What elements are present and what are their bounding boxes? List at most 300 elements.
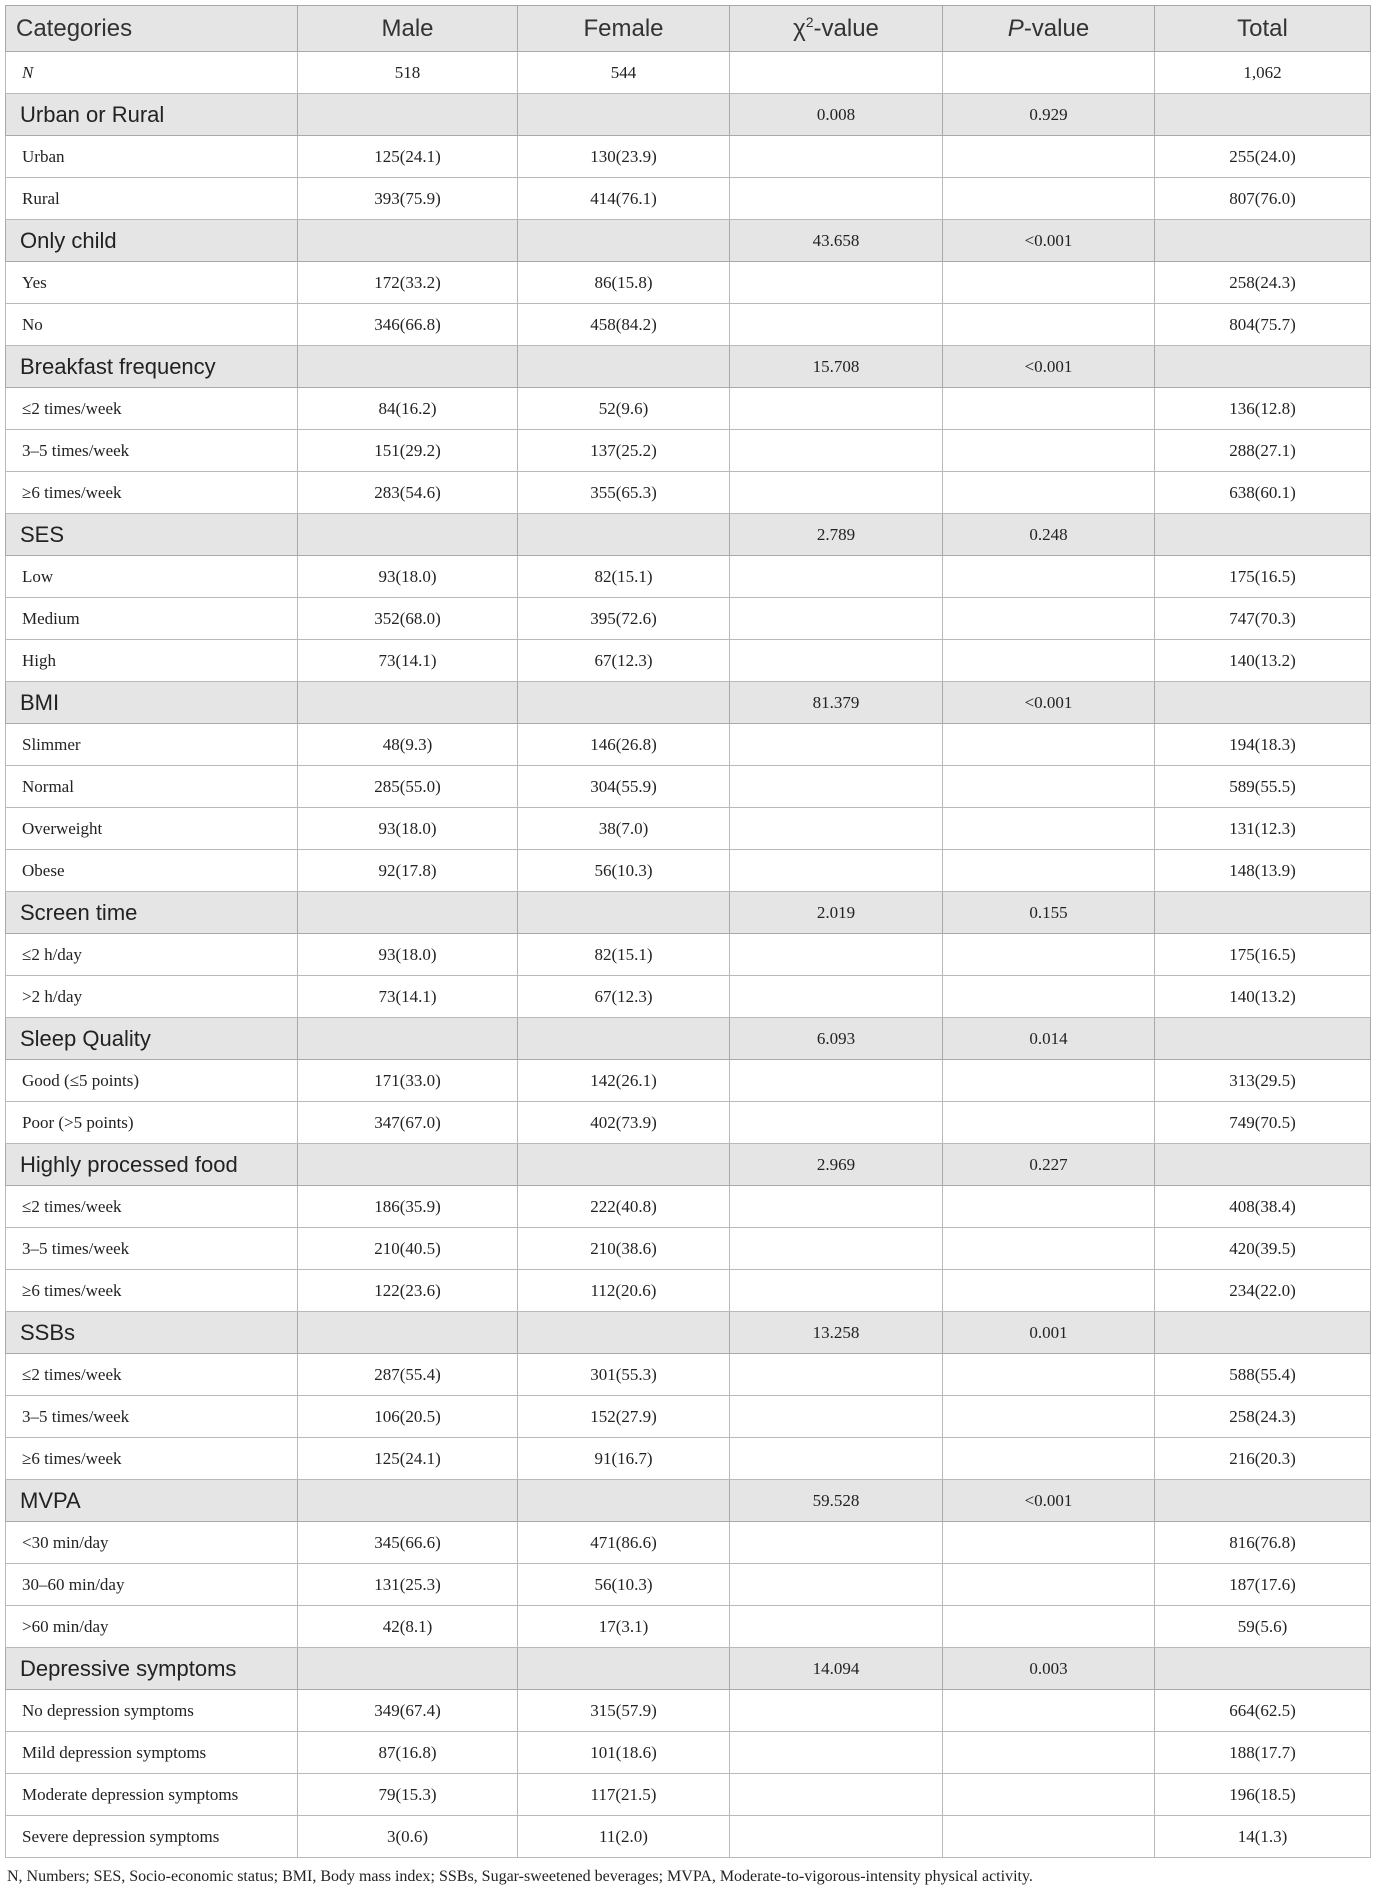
row-p xyxy=(943,808,1155,850)
category-p-value: 0.014 xyxy=(943,1018,1155,1060)
row-total: 589(55.5) xyxy=(1155,766,1371,808)
row-female: 56(10.3) xyxy=(518,850,730,892)
row-chi xyxy=(730,1564,943,1606)
category-p-value: 0.248 xyxy=(943,514,1155,556)
row-chi xyxy=(730,1228,943,1270)
row-male: 346(66.8) xyxy=(298,304,518,346)
chi-superscript: 2 xyxy=(805,14,814,30)
row-chi xyxy=(730,808,943,850)
header-male: Male xyxy=(298,6,518,52)
row-female: 222(40.8) xyxy=(518,1186,730,1228)
row-male: 93(18.0) xyxy=(298,934,518,976)
row-total: 807(76.0) xyxy=(1155,178,1371,220)
row-female: 458(84.2) xyxy=(518,304,730,346)
row-female: 210(38.6) xyxy=(518,1228,730,1270)
row-chi xyxy=(730,1816,943,1858)
category-label: SSBs xyxy=(6,1312,298,1354)
row-p xyxy=(943,262,1155,304)
category-chi-value: 0.008 xyxy=(730,94,943,136)
table-row xyxy=(6,598,1371,640)
category-female-empty xyxy=(518,346,730,388)
row-p xyxy=(943,934,1155,976)
category-row xyxy=(6,1018,1371,1060)
row-female: 117(21.5) xyxy=(518,1774,730,1816)
row-chi xyxy=(730,1354,943,1396)
row-chi xyxy=(730,262,943,304)
row-chi xyxy=(730,1522,943,1564)
row-chi xyxy=(730,472,943,514)
category-chi-value: 81.379 xyxy=(730,682,943,724)
category-male-empty xyxy=(298,1312,518,1354)
row-female: 52(9.6) xyxy=(518,388,730,430)
row-label: Mild depression symptoms xyxy=(6,1732,298,1774)
table-row xyxy=(6,1102,1371,1144)
row-label: Obese xyxy=(6,850,298,892)
n-male: 518 xyxy=(298,52,518,94)
header-chi-value xyxy=(730,6,943,52)
row-total: 194(18.3) xyxy=(1155,724,1371,766)
table-row xyxy=(6,136,1371,178)
chi-suffix: -value xyxy=(813,15,879,42)
row-female: 402(73.9) xyxy=(518,1102,730,1144)
row-male: 210(40.5) xyxy=(298,1228,518,1270)
row-male: 87(16.8) xyxy=(298,1732,518,1774)
row-p xyxy=(943,1270,1155,1312)
table-row xyxy=(6,1732,1371,1774)
category-male-empty xyxy=(298,1648,518,1690)
row-total: 175(16.5) xyxy=(1155,934,1371,976)
row-chi xyxy=(730,1186,943,1228)
table-container xyxy=(5,5,1370,1886)
category-male-empty xyxy=(298,514,518,556)
category-male-empty xyxy=(298,346,518,388)
row-chi xyxy=(730,178,943,220)
row-male: 73(14.1) xyxy=(298,976,518,1018)
row-p xyxy=(943,640,1155,682)
row-total: 804(75.7) xyxy=(1155,304,1371,346)
row-label: Slimmer xyxy=(6,724,298,766)
row-chi xyxy=(730,556,943,598)
row-total: 187(17.6) xyxy=(1155,1564,1371,1606)
row-p xyxy=(943,1774,1155,1816)
row-chi xyxy=(730,640,943,682)
category-row xyxy=(6,682,1371,724)
category-female-empty xyxy=(518,1648,730,1690)
category-female-empty xyxy=(518,1480,730,1522)
row-total: 148(13.9) xyxy=(1155,850,1371,892)
row-female: 301(55.3) xyxy=(518,1354,730,1396)
row-male: 285(55.0) xyxy=(298,766,518,808)
row-male: 48(9.3) xyxy=(298,724,518,766)
header-categories: Categories xyxy=(6,6,298,52)
category-chi-value: 2.019 xyxy=(730,892,943,934)
row-female: 101(18.6) xyxy=(518,1732,730,1774)
demographics-table xyxy=(5,5,1371,1858)
row-total: 14(1.3) xyxy=(1155,1816,1371,1858)
row-male: 171(33.0) xyxy=(298,1060,518,1102)
row-male: 92(17.8) xyxy=(298,850,518,892)
row-female: 315(57.9) xyxy=(518,1690,730,1732)
row-p xyxy=(943,1060,1155,1102)
table-row xyxy=(6,556,1371,598)
row-label: Overweight xyxy=(6,808,298,850)
category-label: Screen time xyxy=(6,892,298,934)
category-female-empty xyxy=(518,892,730,934)
row-label: ≤2 times/week xyxy=(6,388,298,430)
table-body xyxy=(6,52,1371,1858)
row-total: 59(5.6) xyxy=(1155,1606,1371,1648)
row-p xyxy=(943,598,1155,640)
category-p-value: 0.001 xyxy=(943,1312,1155,1354)
row-female: 304(55.9) xyxy=(518,766,730,808)
row-total: 131(12.3) xyxy=(1155,808,1371,850)
category-male-empty xyxy=(298,682,518,724)
category-male-empty xyxy=(298,1480,518,1522)
row-chi xyxy=(730,430,943,472)
category-male-empty xyxy=(298,94,518,136)
category-p-value: 0.003 xyxy=(943,1648,1155,1690)
row-p xyxy=(943,388,1155,430)
row-female: 82(15.1) xyxy=(518,934,730,976)
row-male: 84(16.2) xyxy=(298,388,518,430)
table-row xyxy=(6,1270,1371,1312)
table-row xyxy=(6,1438,1371,1480)
category-row xyxy=(6,1480,1371,1522)
table-row xyxy=(6,808,1371,850)
row-female: 355(65.3) xyxy=(518,472,730,514)
row-male: 125(24.1) xyxy=(298,1438,518,1480)
row-total: 408(38.4) xyxy=(1155,1186,1371,1228)
row-chi xyxy=(730,388,943,430)
category-row xyxy=(6,346,1371,388)
category-chi-value: 13.258 xyxy=(730,1312,943,1354)
row-total: 140(13.2) xyxy=(1155,976,1371,1018)
row-female: 414(76.1) xyxy=(518,178,730,220)
row-chi xyxy=(730,766,943,808)
header-row xyxy=(6,6,1371,52)
table-row xyxy=(6,766,1371,808)
category-row xyxy=(6,94,1371,136)
row-label: >2 h/day xyxy=(6,976,298,1018)
row-label: Normal xyxy=(6,766,298,808)
table-row xyxy=(6,1186,1371,1228)
row-label: ≤2 h/day xyxy=(6,934,298,976)
row-total: 188(17.7) xyxy=(1155,1732,1371,1774)
table-row xyxy=(6,178,1371,220)
row-male: 106(20.5) xyxy=(298,1396,518,1438)
row-chi xyxy=(730,850,943,892)
row-chi xyxy=(730,1102,943,1144)
row-male: 393(75.9) xyxy=(298,178,518,220)
n-female: 544 xyxy=(518,52,730,94)
row-p xyxy=(943,850,1155,892)
table-row xyxy=(6,430,1371,472)
row-total: 288(27.1) xyxy=(1155,430,1371,472)
row-label: >60 min/day xyxy=(6,1606,298,1648)
row-male: 287(55.4) xyxy=(298,1354,518,1396)
row-female: 146(26.8) xyxy=(518,724,730,766)
category-p-value: <0.001 xyxy=(943,1480,1155,1522)
table-row xyxy=(6,1606,1371,1648)
category-label: Sleep Quality xyxy=(6,1018,298,1060)
category-row xyxy=(6,1312,1371,1354)
category-total-empty xyxy=(1155,346,1371,388)
row-female: 38(7.0) xyxy=(518,808,730,850)
row-female: 112(20.6) xyxy=(518,1270,730,1312)
row-male: 352(68.0) xyxy=(298,598,518,640)
row-label: 3–5 times/week xyxy=(6,1396,298,1438)
row-chi xyxy=(730,1060,943,1102)
row-p xyxy=(943,472,1155,514)
row-label: No xyxy=(6,304,298,346)
category-label: Highly processed food xyxy=(6,1144,298,1186)
row-male: 79(15.3) xyxy=(298,1774,518,1816)
row-male: 172(33.2) xyxy=(298,262,518,304)
row-male: 3(0.6) xyxy=(298,1816,518,1858)
header-female: Female xyxy=(518,6,730,52)
row-female: 86(15.8) xyxy=(518,262,730,304)
table-row xyxy=(6,850,1371,892)
table-footnote: N, Numbers; SES, Socio-economic status; BMI, Body mass index; SSBs, Sugar-sweetened beverages; MVPA, Moderate-to-vigorous-intensity physical activity. xyxy=(7,1868,1033,1885)
table-row xyxy=(6,724,1371,766)
category-female-empty xyxy=(518,1144,730,1186)
row-female: 82(15.1) xyxy=(518,556,730,598)
row-p xyxy=(943,136,1155,178)
row-chi xyxy=(730,304,943,346)
row-chi xyxy=(730,724,943,766)
category-female-empty xyxy=(518,1018,730,1060)
row-chi xyxy=(730,1396,943,1438)
category-male-empty xyxy=(298,892,518,934)
category-male-empty xyxy=(298,1018,518,1060)
row-female: 67(12.3) xyxy=(518,640,730,682)
table-row xyxy=(6,262,1371,304)
row-female: 152(27.9) xyxy=(518,1396,730,1438)
row-male: 73(14.1) xyxy=(298,640,518,682)
row-male: 131(25.3) xyxy=(298,1564,518,1606)
row-total: 255(24.0) xyxy=(1155,136,1371,178)
row-male: 93(18.0) xyxy=(298,808,518,850)
row-label: Low xyxy=(6,556,298,598)
table-row xyxy=(6,976,1371,1018)
category-label: SES xyxy=(6,514,298,556)
row-p xyxy=(943,1228,1155,1270)
category-label: Only child xyxy=(6,220,298,262)
row-p xyxy=(943,1522,1155,1564)
row-total: 816(76.8) xyxy=(1155,1522,1371,1564)
table-row xyxy=(6,934,1371,976)
row-male: 283(54.6) xyxy=(298,472,518,514)
n-label: N xyxy=(6,52,298,94)
row-label: Poor (>5 points) xyxy=(6,1102,298,1144)
n-p xyxy=(943,52,1155,94)
row-total: 234(22.0) xyxy=(1155,1270,1371,1312)
row-female: 11(2.0) xyxy=(518,1816,730,1858)
row-male: 186(35.9) xyxy=(298,1186,518,1228)
row-p xyxy=(943,1354,1155,1396)
row-total: 747(70.3) xyxy=(1155,598,1371,640)
category-label: Urban or Rural xyxy=(6,94,298,136)
row-male: 42(8.1) xyxy=(298,1606,518,1648)
row-p xyxy=(943,1102,1155,1144)
row-p xyxy=(943,1438,1155,1480)
category-total-empty xyxy=(1155,1144,1371,1186)
category-p-value: 0.227 xyxy=(943,1144,1155,1186)
row-total: 216(20.3) xyxy=(1155,1438,1371,1480)
table-row xyxy=(6,1816,1371,1858)
row-male: 349(67.4) xyxy=(298,1690,518,1732)
category-female-empty xyxy=(518,220,730,262)
table-row xyxy=(6,1228,1371,1270)
category-female-empty xyxy=(518,514,730,556)
row-male: 122(23.6) xyxy=(298,1270,518,1312)
row-female: 91(16.7) xyxy=(518,1438,730,1480)
table-row xyxy=(6,472,1371,514)
row-label: <30 min/day xyxy=(6,1522,298,1564)
row-label: Urban xyxy=(6,136,298,178)
row-total: 136(12.8) xyxy=(1155,388,1371,430)
row-male: 93(18.0) xyxy=(298,556,518,598)
category-total-empty xyxy=(1155,1018,1371,1060)
row-p xyxy=(943,1690,1155,1732)
category-total-empty xyxy=(1155,1312,1371,1354)
category-p-value: <0.001 xyxy=(943,346,1155,388)
category-chi-value: 6.093 xyxy=(730,1018,943,1060)
table-row xyxy=(6,1564,1371,1606)
category-female-empty xyxy=(518,1312,730,1354)
row-total: 588(55.4) xyxy=(1155,1354,1371,1396)
category-male-empty xyxy=(298,1144,518,1186)
row-chi xyxy=(730,934,943,976)
category-row xyxy=(6,1648,1371,1690)
category-p-value: 0.155 xyxy=(943,892,1155,934)
row-p xyxy=(943,1606,1155,1648)
row-label: ≤2 times/week xyxy=(6,1354,298,1396)
row-total: 258(24.3) xyxy=(1155,262,1371,304)
category-total-empty xyxy=(1155,514,1371,556)
row-female: 471(86.6) xyxy=(518,1522,730,1564)
category-row xyxy=(6,514,1371,556)
category-total-empty xyxy=(1155,892,1371,934)
category-chi-value: 2.969 xyxy=(730,1144,943,1186)
table-row xyxy=(6,388,1371,430)
row-label: High xyxy=(6,640,298,682)
row-total: 140(13.2) xyxy=(1155,640,1371,682)
table-row xyxy=(6,304,1371,346)
n-chi xyxy=(730,52,943,94)
row-female: 130(23.9) xyxy=(518,136,730,178)
category-label: Depressive symptoms xyxy=(6,1648,298,1690)
category-total-empty xyxy=(1155,94,1371,136)
row-p xyxy=(943,1396,1155,1438)
row-total: 175(16.5) xyxy=(1155,556,1371,598)
row-female: 395(72.6) xyxy=(518,598,730,640)
row-p xyxy=(943,1564,1155,1606)
row-total: 313(29.5) xyxy=(1155,1060,1371,1102)
category-chi-value: 59.528 xyxy=(730,1480,943,1522)
row-p xyxy=(943,766,1155,808)
category-chi-value: 15.708 xyxy=(730,346,943,388)
row-label: Good (≤5 points) xyxy=(6,1060,298,1102)
row-label: Yes xyxy=(6,262,298,304)
row-chi xyxy=(730,976,943,1018)
row-female: 67(12.3) xyxy=(518,976,730,1018)
row-label: Medium xyxy=(6,598,298,640)
table-row xyxy=(6,1060,1371,1102)
category-row xyxy=(6,892,1371,934)
row-p xyxy=(943,1732,1155,1774)
row-p xyxy=(943,178,1155,220)
category-chi-value: 43.658 xyxy=(730,220,943,262)
table-row xyxy=(6,1690,1371,1732)
row-male: 347(67.0) xyxy=(298,1102,518,1144)
chi-symbol: χ xyxy=(793,15,806,42)
row-female: 142(26.1) xyxy=(518,1060,730,1102)
row-total: 749(70.5) xyxy=(1155,1102,1371,1144)
table-row xyxy=(6,1522,1371,1564)
row-p xyxy=(943,724,1155,766)
row-label: No depression symptoms xyxy=(6,1690,298,1732)
row-p xyxy=(943,556,1155,598)
row-chi xyxy=(730,1270,943,1312)
row-label: ≤2 times/week xyxy=(6,1186,298,1228)
category-label: Breakfast frequency xyxy=(6,346,298,388)
row-label: 30–60 min/day xyxy=(6,1564,298,1606)
row-label: ≥6 times/week xyxy=(6,1270,298,1312)
row-label: Rural xyxy=(6,178,298,220)
row-total: 638(60.1) xyxy=(1155,472,1371,514)
row-label: 3–5 times/week xyxy=(6,430,298,472)
row-p xyxy=(943,430,1155,472)
row-chi xyxy=(730,1732,943,1774)
p-suffix: -value xyxy=(1023,14,1090,42)
row-p xyxy=(943,304,1155,346)
header-total: Total xyxy=(1155,6,1371,52)
n-total: 1,062 xyxy=(1155,52,1371,94)
row-label: ≥6 times/week xyxy=(6,472,298,514)
row-label: Moderate depression symptoms xyxy=(6,1774,298,1816)
category-p-value: <0.001 xyxy=(943,220,1155,262)
category-total-empty xyxy=(1155,220,1371,262)
row-total: 258(24.3) xyxy=(1155,1396,1371,1438)
category-row xyxy=(6,220,1371,262)
category-chi-value: 14.094 xyxy=(730,1648,943,1690)
category-female-empty xyxy=(518,682,730,724)
row-chi xyxy=(730,1438,943,1480)
row-chi xyxy=(730,1774,943,1816)
row-p xyxy=(943,1816,1155,1858)
category-total-empty xyxy=(1155,1480,1371,1522)
category-label: MVPA xyxy=(6,1480,298,1522)
category-row xyxy=(6,1144,1371,1186)
row-female: 137(25.2) xyxy=(518,430,730,472)
row-total: 196(18.5) xyxy=(1155,1774,1371,1816)
row-chi xyxy=(730,1690,943,1732)
table-header xyxy=(6,6,1371,52)
row-label: Severe depression symptoms xyxy=(6,1816,298,1858)
category-p-value: 0.929 xyxy=(943,94,1155,136)
row-label: ≥6 times/week xyxy=(6,1438,298,1480)
row-chi xyxy=(730,598,943,640)
table-row xyxy=(6,1396,1371,1438)
row-total: 420(39.5) xyxy=(1155,1228,1371,1270)
category-total-empty xyxy=(1155,682,1371,724)
table-row xyxy=(6,1354,1371,1396)
row-label: 3–5 times/week xyxy=(6,1228,298,1270)
header-p-value xyxy=(943,6,1155,52)
category-female-empty xyxy=(518,94,730,136)
n-row xyxy=(6,52,1371,94)
